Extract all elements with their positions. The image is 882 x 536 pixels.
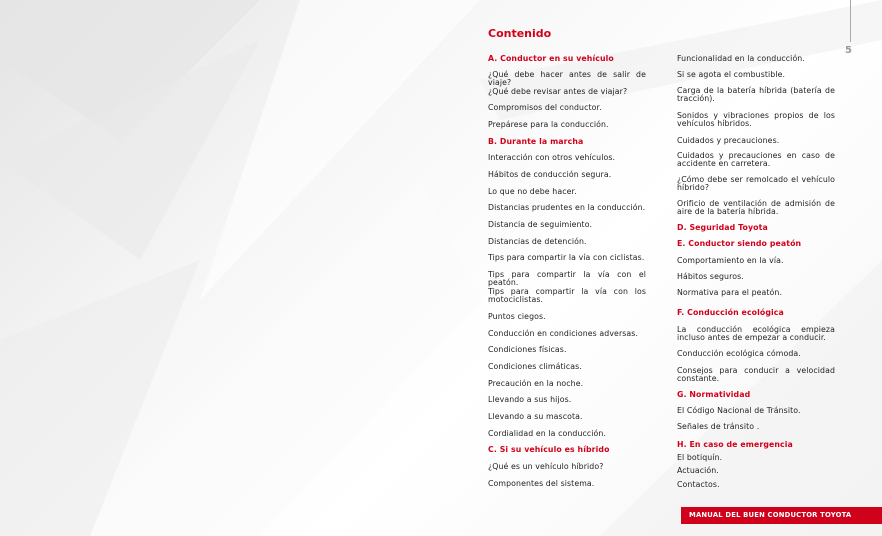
toc-entry: Conducción ecológica cómoda.: [677, 349, 801, 358]
toc-entry: ¿Cómo debe ser remolcado el vehículo híbrido?: [677, 175, 835, 192]
toc-entry: Sonidos y vibraciones propios de los vehículos híbridos.: [677, 111, 835, 128]
toc-section-heading: B. Durante la marcha: [488, 137, 584, 146]
toc-section-heading: G. Normatividad: [677, 390, 751, 399]
toc-section-heading: E. Conductor siendo peatón: [677, 239, 802, 248]
toc-entry: Consejos para conducir a velocidad constante.: [677, 366, 835, 383]
toc-entry: Llevando a su mascota.: [488, 412, 583, 421]
toc-entry: Señales de tránsito .: [677, 422, 760, 431]
toc-entry: ¿Qué es un vehículo híbrido?: [488, 462, 604, 471]
toc-entry: Hábitos seguros.: [677, 272, 744, 281]
footer-banner: MANUAL DEL BUEN CONDUCTOR TOYOTA: [681, 507, 882, 524]
toc-entry: Conducción en condiciones adversas.: [488, 329, 639, 338]
toc-entry: Prepárese para la conducción.: [488, 120, 609, 129]
toc-entry: Normativa para el peatón.: [677, 288, 783, 297]
toc-entry: Comportamiento en la vía.: [677, 256, 784, 265]
toc-entry: Actuación.: [677, 466, 719, 475]
toc-entry: Componentes del sistema.: [488, 479, 595, 488]
toc-entry: Cuidados y precauciones.: [677, 136, 780, 145]
toc-entry: Contactos.: [677, 480, 720, 489]
contents-title: Contenido: [488, 27, 552, 40]
toc-entry: El botiquín.: [677, 453, 723, 462]
toc-entry: Carga de la batería híbrida (batería de tracción).: [677, 86, 835, 103]
toc-entry: Distancia de seguimiento.: [488, 220, 593, 229]
toc-entry: Puntos ciegos.: [488, 312, 546, 321]
toc-section-heading: H. En caso de emergencia: [677, 440, 793, 449]
toc-entry: Funcionalidad en la conducción.: [677, 54, 805, 63]
toc-entry: El Código Nacional de Tránsito.: [677, 406, 801, 415]
toc-section-heading: F. Conducción ecológica: [677, 308, 784, 317]
toc-entry: Compromisos del conductor.: [488, 103, 602, 112]
toc-entry: ¿Qué debe revisar antes de viajar?: [488, 87, 628, 96]
toc-entry: Interacción con otros vehículos.: [488, 153, 616, 162]
toc-entry: Tips para compartir la vía con ciclistas.: [488, 253, 645, 262]
toc-section-heading: D. Seguridad Toyota: [677, 223, 768, 232]
toc-entry: Distancias de detención.: [488, 237, 587, 246]
toc-entry: Lo que no debe hacer.: [488, 187, 577, 196]
toc-entry: Precaución en la noche.: [488, 379, 584, 388]
toc-entry: Distancias prudentes en la conducción.: [488, 203, 646, 212]
toc-entry: Tips para compartir la vía con el peatón.: [488, 270, 646, 287]
toc-entry: Orificio de ventilación de admisión de aire de la batería híbrida.: [677, 199, 835, 216]
toc-entry: Hábitos de conducción segura.: [488, 170, 612, 179]
toc-entry: Tips para compartir la vía con los motociclistas.: [488, 287, 646, 304]
toc-entry: La conducción ecológica empieza incluso antes de empezar a conducir.: [677, 325, 835, 342]
toc-section-heading: C. Si su vehículo es híbrido: [488, 445, 610, 454]
toc-entry: Cordialidad en la conducción.: [488, 429, 607, 438]
page-divider-line: [850, 0, 851, 42]
toc-entry: Si se agota el combustible.: [677, 70, 786, 79]
toc-entry: Condiciones físicas.: [488, 345, 567, 354]
toc-entry: Llevando a sus hijos.: [488, 395, 572, 404]
toc-entry: Cuidados y precauciones en caso de accidente en carretera.: [677, 151, 835, 168]
toc-section-heading: A. Conductor en su vehículo: [488, 54, 614, 63]
toc-entry: Condiciones climáticas.: [488, 362, 582, 371]
toc-entry: ¿Qué debe hacer antes de salir de viaje?: [488, 70, 646, 87]
page-number: 5: [845, 45, 852, 56]
